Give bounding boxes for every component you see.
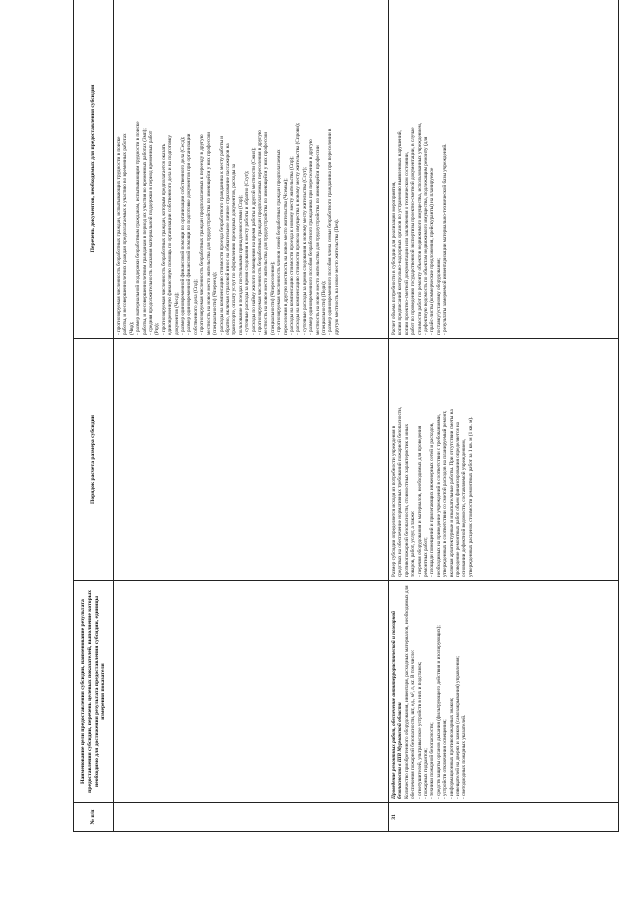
text-line: Расчет объема потребности в субсидии для реализации мероприятия, [391,181,397,335]
text-line: работы, и несовершеннолетних граждан предполагаемых к участию во временных работах [122,133,129,335]
text-line: - суточные расходы за время следования к новому месту жительства (Ссут); [301,167,308,335]
subsidy-table [73,0,619,832]
text-line: - расходы на компенсацию стоимости проезда безработного гражданина к месту работы и [218,135,225,335]
row-number: 31 [389,803,619,832]
text-line: - размер единовременной финансовой помощи по подготовке документов при организации [186,133,193,335]
text-line: местность на новое место жительства для трудоустройства по имеющейся профессии [314,145,321,335]
text-line: - дефектную ведомость по объектам недвижимого имущества, подлежащим ремонту (для [423,136,430,335]
text-line: проведение ремонтных работ объем финансирования определяется на [455,422,462,577]
table-header-row [74,0,114,832]
text-line: утвержденных в соответствии со сметой расходов на планируемый ремонт, [442,410,449,577]
header-name: Наименование цели предоставления субсидии, наименование результата предоставления субсидии, перечень целевых показателей, выполнение которых необходимо для достижения результата предоставления субсидии, единицы измерения показателя [74,581,114,803]
text-line: - извещателей на дверях и замков (самозакрывания) управления; [455,656,462,799]
text-line: - прогнозируемая численность безработных граждан, которым предполагается оказать [160,143,167,335]
text-line: - прогнозируемая численность членов семей безработных граждан предполагаемых [276,149,283,335]
cell-empty [114,581,389,803]
text-line: - прайс-листы (коммерческие предложения, прейскуранты) на планируемое [429,167,436,335]
text-line: Количество приобретенного оборудования, инвентаря, расходных материалов, необходимых для [403,585,410,799]
text-line: документов (Чесд); [173,292,180,335]
text-line: - суточные расходы за время следования к месту работы и обратно (Ссут); [244,170,251,335]
text-line: - огнетушителей, ультравысокое устройств в них и подставок; [416,661,423,799]
text-line: поставку/установку оборудования; [435,258,442,335]
text-line: стоимости работ по ремонту объектов недвижимого имущества, использованных учреждением, [416,122,423,335]
text-line: - площади помещений и прилегающих инженерных сетей и расходов, [429,422,436,577]
text-line: необходимых на приведение учреждений в соответствии с требованиями, [435,414,442,577]
header-docs: Перечень документов, необходимых для предоставления субсидии [74,0,114,339]
text-line: - светодиодных пожарных указателей. [461,714,468,799]
text-line: - размер единовременного пособия безработного гражданина при переселении в другую [308,139,315,335]
text-line: Размер субсидии определяется исходя из потребности учреждения в [391,425,397,577]
cell-empty [114,803,389,832]
text-line: противопожарной безопасности, стоимостных характеристик и иных [403,423,410,577]
text-line: - размер единовременной финансовой помощи по организации собственного дела (Сесд); [180,136,187,335]
rotated-table [73,27,618,832]
text-line: утвержденных расценок стоимости ремонтных работ за 1 кв. м (1 кв. м). [467,416,474,577]
text-line: ремонтных работ; [423,537,430,577]
text-line: (специальности) (Педи); [321,280,327,335]
text-line: основании дефектной ведомости, составляемой учреждением, [461,439,468,577]
text-line: работы, и несовершеннолетним гражданам в период их участия во временных работах (Змп); [141,128,148,335]
text-line: - прогнозируемая численность безработных граждан предполагаемых к переезду в другую [199,134,206,335]
text-line: транспорте, оплату услуг по оформлению проездных документов, расходы за [231,164,238,335]
text-line: копии предписаний контрольно-надзорных органов по устранению выявленных нарушений, [397,130,404,335]
prev-docs-cell [114,0,389,339]
text-line: единовременную финансовую помощь по организации собственного дела и на подготовку [167,135,174,335]
text-line: обратно, включая страховой взнос на обязательное личное страхование пассажиров на [224,143,231,335]
text-line: - перечня оборудования и материалов, необходимых для проведения [416,425,423,577]
text-line: собственного дела (Спд); [192,279,199,335]
text-line: (Чвр); [128,321,135,335]
text-line: обеспечения пожарной безопасности, шт, ед., м², л, кг. В том числе: [410,649,417,799]
text-line: другую местность на новое место жительства (Печ). [333,219,340,335]
text-line: (Prp); [154,322,161,335]
text-line: - расходы на компенсацию стоимости провоза имущества к новому месту жительства (Спрови); [295,122,302,335]
text-line: местность на новое место жительства для трудоустройства по имеющейся у них профессии [205,132,212,335]
text-line: (специальности) (Чпереезд); [212,271,219,335]
text-line: - размер единовременного пособия члена семьи безработного гражданина при переселении в [327,128,334,335]
text-line: товаров, работ, услуг, а также: [410,510,417,577]
text-line: - устройств отключения освещения; [442,719,449,799]
text-line: переселения в другую местность на новое место жительства (Чсемьи); [282,178,289,335]
name-cell [389,581,619,803]
text-line: - средств защиты органов дыхания (фильтрующего действия и изолирующих); [435,625,442,799]
text-line: - средняя продолжительность оказания материальной поддержки в период временных работ [148,130,155,335]
text-line: - информационных противопожарных знаков; [448,697,455,799]
text-line: пользование в поездах постельными принадлежностями (Спр); [237,195,244,335]
text-line: - расходы по найму жилого помещения на время работы в другой местности (Сжил); [250,147,257,335]
text-line: - прогнозируемая численность безработных граждан, испытывающих трудности в поиске [116,136,122,335]
cell-empty [114,339,389,581]
text-line: - прогнозируемая численность безработных граждан предполагаемых переселения в другую [256,130,263,335]
table-row [389,0,619,832]
text-line: - расходы на компенсацию стоимости проезда к новому месту жительства (Спр); [288,156,295,335]
text-line: местность на новое место жительства для трудоустройства по имеющейся у них профессии [263,132,270,335]
header-calc: Порядок расчета размера субсидии [74,339,114,581]
text-line: - пожарных гидрантов; [423,748,430,799]
subsidy-title: Проведение ремонтных работ, обеспечение антитеррористической и пожарной безопасности в ШВ Мурманской области [391,611,404,799]
calc-cell [389,339,619,581]
text-line: - размер материальной поддержки безработным гражданам, испытывающим трудности в поиске [135,121,142,335]
table-row [114,0,389,832]
docs-cell [389,0,619,339]
header-num: № п/п [74,803,114,832]
text-line: средствах на обеспечение нормативных требований пожарной безопасности, [397,406,404,577]
text-line: копии проектно-сметной документации или заключения о техническом состоянии, [403,151,410,335]
text-line: (специальности) (Чпереселение); [269,261,276,335]
text-line: - техники пожарной безопасности; [429,722,436,799]
text-line: - результаты замеряемой инвентаризации материально-технической базы учреждений. [442,143,449,335]
text-line: работ по проведению государственной экспертизы проектно-сметной документации, в случае [410,127,417,335]
text-line: включая архитектурные и изыскательные работы. При отсутствии сметы на [448,409,455,577]
